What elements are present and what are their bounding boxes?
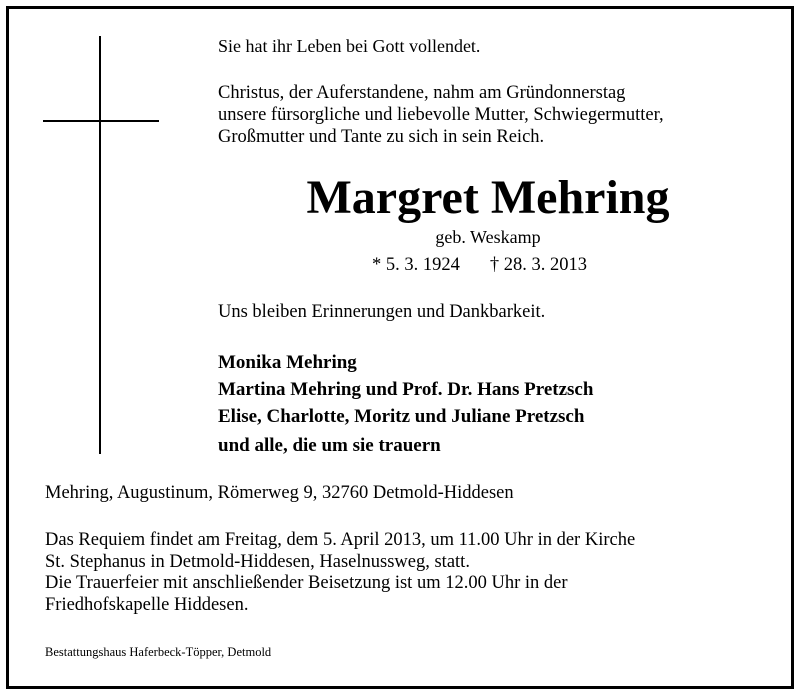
memories-line: Uns bleiben Erinnerungen und Dankbarkeit.	[218, 302, 546, 322]
intro-line: Sie hat ihr Leben bei Gott vollendet.	[218, 36, 481, 56]
death-date: † 28. 3. 2013	[489, 255, 587, 275]
announcement-line: unsere fürsorgliche und liebevolle Mutter, Schwiegermutter,	[218, 105, 664, 125]
birth-date: * 5. 3. 1924	[372, 255, 460, 275]
announcement-paragraph	[218, 82, 664, 148]
cross-horizontal-bar	[43, 120, 159, 122]
deceased-name: Margret Mehring	[306, 171, 670, 224]
requiem-line: St. Stephanus in Detmold-Hiddesen, Haselnussweg, statt.	[45, 551, 470, 572]
requiem-line: Friedhofskapelle Hiddesen.	[45, 594, 249, 615]
announcement-line: Großmutter und Tante zu sich in sein Reich.	[218, 127, 545, 147]
mourner-name: und alle, die um sie trauern	[218, 435, 441, 456]
mourner-name: Martina Mehring und Prof. Dr. Hans Pretzsch	[218, 379, 594, 400]
mourners-list	[218, 349, 593, 459]
announcement-line: Christus, der Auferstandene, nahm am Gründonnerstag	[218, 83, 626, 103]
mourner-name: Monika Mehring	[218, 352, 357, 373]
mourner-name: Elise, Charlotte, Moritz und Juliane Pretzsch	[218, 406, 585, 427]
requiem-line: Die Trauerfeier mit anschließender Beisetzung ist um 12.00 Uhr in der	[45, 573, 568, 593]
requiem-paragraph	[45, 530, 635, 616]
born-name: geb. Weskamp	[435, 227, 541, 247]
life-dates	[372, 254, 587, 276]
address-line: Mehring, Augustinum, Römerweg 9, 32760 Detmold-Hiddesen	[45, 483, 514, 503]
requiem-line: Das Requiem findet am Freitag, dem 5. April 2013, um 11.00 Uhr in der Kirche	[45, 530, 636, 550]
funeral-home-credit: Bestattungshaus Haferbeck-Töpper, Detmold	[45, 645, 272, 659]
